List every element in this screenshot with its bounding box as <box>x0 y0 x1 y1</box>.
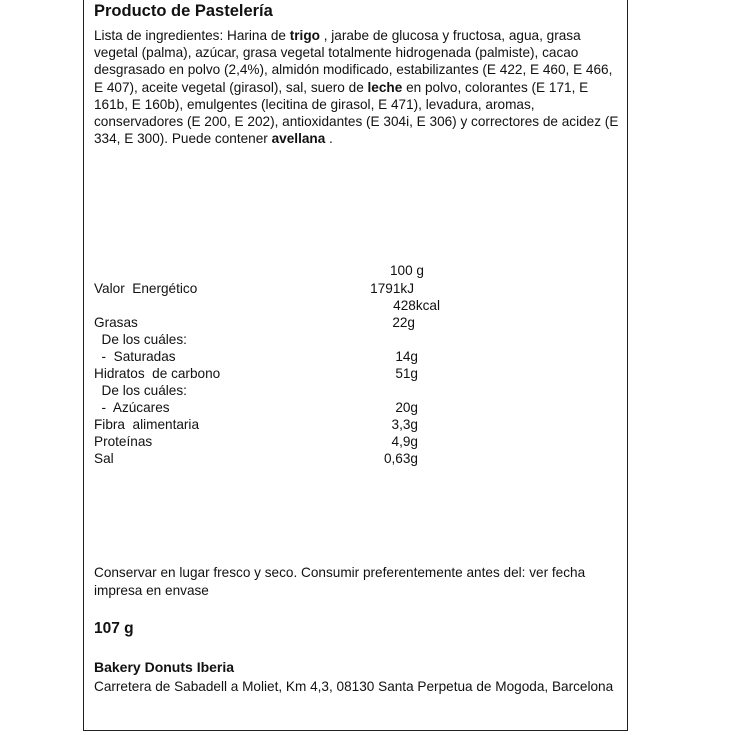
ingredients-text: en polvo, colorantes (E 171, E 161b, E 160b), emulgentes (lecitina de girasol, E 471), levadura, aromas, conservadores (E 200, E 202), antioxidantes (E 304i, E 306) y correctores de acidez (E 334, E 300). Puede contener <box>94 79 619 147</box>
nutrition-row <box>94 280 414 297</box>
nutrition-value: 428kcal <box>393 298 440 313</box>
ingredients-list <box>94 27 624 147</box>
allergen-highlight: trigo <box>289 28 320 43</box>
nutrition-row <box>94 365 418 382</box>
nutrition-row <box>94 416 418 433</box>
nutrition-row <box>94 331 418 348</box>
ingredients-text: Lista de ingredientes: Harina de <box>94 28 290 43</box>
nutrition-row <box>94 399 418 416</box>
nutrition-value: 22g <box>392 315 415 330</box>
nutrition-label: De los cuáles: <box>94 383 187 398</box>
nutrition-value: 14g <box>395 349 418 364</box>
nutrition-label: - Azúcares <box>94 400 170 415</box>
nutrition-row <box>94 297 440 314</box>
nutrition-label: Valor Energético <box>94 281 198 296</box>
storage-instructions: Conservar en lugar fresco y seco. Consumir preferentemente antes del: ver fecha impresa en envase <box>94 565 586 598</box>
nutrition-row <box>94 382 418 399</box>
company-address: Carretera de Sabadell a Moliet, Km 4,3, 08130 Santa Perpetua de Mogoda, Barcelona <box>94 679 614 694</box>
nutrition-label: Hidratos de carbono <box>94 366 221 381</box>
nutrition-header <box>94 262 424 279</box>
product-title: Producto de Pastelería <box>94 2 273 20</box>
nutrition-row <box>94 314 415 331</box>
nutrition-value: 4,9g <box>391 434 418 449</box>
nutrition-row <box>94 433 418 450</box>
nutrition-label: Proteínas <box>94 434 153 449</box>
nutrition-label: Grasas <box>94 315 138 330</box>
ingredients-text: , jarabe de glucosa y fructosa, agua, grasa vegetal (palma), azúcar, grasa vegetal totalmente hidrogenada (palmiste), cacao desgrasado en polvo (2,4%), almidón modificado, estabilizantes (E 422, E 460, E 466, E 407), aceite vegetal (girasol), sal, suero de <box>94 28 613 95</box>
allergen-highlight: avellana <box>271 131 326 147</box>
ingredients-text: . <box>325 131 333 147</box>
nutrition-value: 0,63g <box>383 451 418 466</box>
allergen-highlight: leche <box>367 79 403 95</box>
nutrition-label: Sal <box>94 451 114 466</box>
nutrition-value: 51g <box>395 366 418 381</box>
nutrition-header-label: 100 g <box>389 263 424 278</box>
nutrition-label: De los cuáles: <box>94 332 187 347</box>
nutrition-label: - Saturadas <box>94 349 176 364</box>
nutrition-value: 3,3g <box>391 417 418 432</box>
nutrition-value: 20g <box>395 400 418 415</box>
net-weight: 107 g <box>94 620 134 637</box>
nutrition-row <box>94 348 418 365</box>
nutrition-value: 1791kJ <box>370 281 414 296</box>
nutrition-label: Fibra alimentaria <box>94 417 200 432</box>
nutrition-row <box>94 450 418 467</box>
company-name: Bakery Donuts Iberia <box>94 659 235 675</box>
